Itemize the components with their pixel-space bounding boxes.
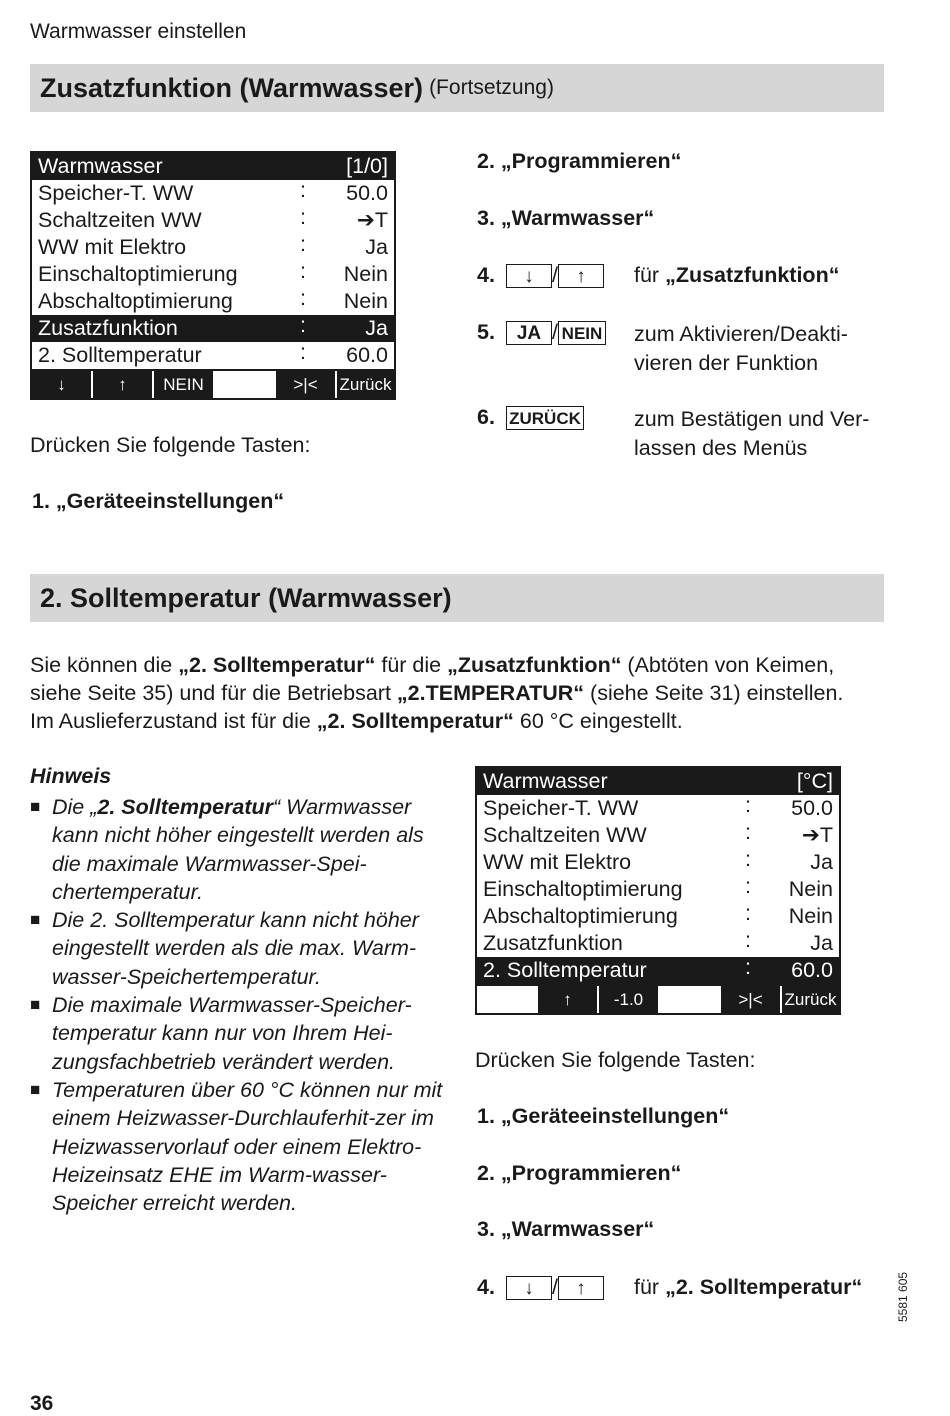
row-value: Nein [343,289,388,313]
step-4-keys [506,263,604,288]
row-value: Nein [343,262,388,286]
text: für die [375,653,448,677]
bullet-square-icon: ■ [30,1080,41,1099]
row-label: WW mit Elektro [483,850,632,874]
row-colon: : [300,286,306,310]
text-bold: „2.TEMPERATUR“ [396,681,585,705]
display-unit-indicator: [°C] [796,769,833,793]
arrow-up-key-icon: ↑ [558,264,604,288]
step-number: 2. [477,149,495,173]
softkey-up[interactable]: ↑ [93,371,154,398]
row-label: Abschaltoptimierung [38,289,233,313]
softkey-decrement[interactable]: -1.0 [599,986,660,1013]
display-row [32,288,394,315]
step-4-keys [506,1275,604,1300]
softkey-down[interactable]: ↓ [32,371,93,398]
text: Die „ [52,795,98,819]
row-value: 60.0 [791,958,833,982]
row-colon: : [300,232,306,256]
row-label: 2. Solltemperatur [483,958,647,982]
arrow-down-key-icon: ↓ [506,264,552,288]
key-separator: / [552,1275,558,1299]
softkey-empty [215,371,276,398]
display-page-indicator: [1/0] [346,154,388,178]
softkey-reset[interactable]: >|< [276,371,337,398]
instruction-intro: Drücken Sie folgende Tasten: [475,1048,756,1072]
step-6-keys [506,405,584,430]
step-number: 1. [32,489,50,513]
text: Im Auslieferzustand ist für die [30,709,317,733]
row-value: Ja [365,316,388,340]
row-colon: : [745,955,751,979]
display-row [477,849,839,876]
display-row [32,342,394,369]
bullet-square-icon: ■ [30,995,41,1014]
display-title-row [477,768,839,795]
step-number: 3. [477,206,495,230]
softkey-zurueck[interactable]: Zurück [782,986,839,1013]
display-row [477,930,839,957]
text: 60 °C eingestellt. [513,709,683,733]
step-text-line: vieren der Funktion [634,350,819,375]
note-bullet [30,793,450,906]
text: “ Warmwasser kann nicht höher eingestellt werden als die maximale Warmwasser-Spei-chertemperatur. [52,795,424,904]
display-row [32,261,394,288]
paragraph-line [30,651,900,679]
row-label: Zusatzfunktion [38,316,178,340]
row-colon: : [300,259,306,283]
step-1 [32,489,284,514]
running-header: Warmwasser einstellen [30,20,247,43]
row-value: Ja [365,235,388,259]
arrow-down-key-icon: ↓ [506,1276,552,1300]
row-value: 60.0 [346,343,388,367]
display-row [32,180,394,207]
row-label: Einschaltoptimierung [483,877,683,901]
row-value: Nein [788,877,833,901]
step-text-line: lassen des Menüs [634,435,808,460]
step-5-text [634,320,848,377]
softkey-empty [477,986,538,1013]
row-value: Ja [810,850,833,874]
ja-key: JA [506,321,552,345]
row-colon: : [745,847,751,871]
step-3 [477,206,654,231]
text-bold: „2. Solltemperatur“ [316,709,514,733]
step-text: für [634,263,666,287]
softkey-zurueck[interactable]: Zurück [337,371,394,398]
arrow-up-key-icon: ↑ [558,1276,604,1300]
row-value: Nein [788,904,833,928]
paragraph-line [30,707,900,735]
page-number: 36 [30,1392,54,1415]
note-bullet [30,991,450,1076]
row-colon: : [300,205,306,229]
row-label: Speicher-T. WW [38,181,194,205]
section-subtitle: (Fortsetzung) [429,76,554,99]
step-5-keys [506,320,606,345]
display-row [32,207,394,234]
note-bullet [30,1076,450,1217]
step-number: 6. [477,405,495,429]
softkey-bar [477,984,839,1013]
step-number: 5. [477,320,495,344]
step-5 [477,320,495,345]
step-4-text [634,1275,862,1300]
bullet-text [52,793,450,906]
row-colon: : [745,793,751,817]
text-bold: „2. Solltemperatur“ [178,653,376,677]
paragraph-line [30,679,900,707]
step-3 [477,1217,654,1242]
row-label: WW mit Elektro [38,235,187,259]
step-number: 1. [477,1104,495,1128]
display-row-selected [477,957,839,984]
step-1 [477,1104,729,1129]
step-text-bold: „2. Solltemperatur“ [665,1275,863,1299]
row-label: Abschaltoptimierung [483,904,678,928]
step-text-line: zum Bestätigen und Ver- [634,407,870,431]
softkey-empty [660,986,721,1013]
text: siehe Seite 35) und für die Betriebsart [30,681,397,705]
row-label: 2. Solltemperatur [38,343,202,367]
section-heading-solltemperatur [30,574,884,622]
bullet-text: Die 2. Solltemperatur kann nicht höher eingestellt werden als die max. Warm-wasser-Speichertemperatur. [52,908,419,989]
row-colon: : [745,901,751,925]
text-bold: „Zusatzfunktion“ [447,653,622,677]
document-code: 5581 605 [896,1271,910,1322]
display-row-selected [32,315,394,342]
display-row [477,903,839,930]
step-6 [477,405,495,430]
text: Sie können die [30,653,179,677]
row-value: ➔T [801,823,833,847]
step-4 [477,1275,495,1300]
row-colon: : [745,928,751,952]
row-colon: : [745,874,751,898]
step-2 [477,1161,681,1186]
step-label: „Programmieren“ [500,149,682,173]
key-separator: / [552,320,558,344]
key-separator: / [552,263,558,287]
step-number: 4. [477,263,495,287]
bullet-square-icon: ■ [30,797,41,816]
step-label: „Warmwasser“ [500,206,655,230]
row-label: Speicher-T. WW [483,796,639,820]
note-title: Hinweis [30,764,112,788]
section-title: Zusatzfunktion (Warmwasser) [40,72,424,103]
row-value: 50.0 [791,796,833,820]
step-label: „Programmieren“ [500,1161,682,1185]
display-row [32,234,394,261]
row-label: Zusatzfunktion [483,931,623,955]
step-text-line: zum Aktivieren/Deakti- [634,322,848,346]
row-label: Einschaltoptimierung [38,262,238,286]
note-bullet [30,906,450,991]
step-4-text [634,263,839,288]
display-title: Warmwasser [483,769,608,793]
step-number: 4. [477,1275,495,1299]
display-screen-1 [30,151,396,400]
text: (siehe Seite 31) einstellen. [584,681,844,705]
nein-key: NEIN [558,321,606,345]
step-number: 2. [477,1161,495,1185]
row-value: ➔T [356,208,388,232]
row-colon: : [300,178,306,202]
row-colon: : [300,340,306,364]
step-text: für [634,1275,666,1299]
step-2 [477,149,681,174]
step-label: „Geräteeinstellungen“ [500,1104,730,1128]
softkey-reset[interactable]: >|< [721,986,782,1013]
display-row [477,822,839,849]
display-title: Warmwasser [38,154,163,178]
bullet-text: Temperaturen über 60 °C können nur mit einem Heizwasser-Durchlauferhit-zer im Heizwasservorlauf oder einem Elektro-Heizeinsatz EHE im Warm-wasser-Speicher erreicht werden. [52,1078,443,1216]
instruction-intro: Drücken Sie folgende Tasten: [30,433,311,457]
row-value: Ja [810,931,833,955]
row-label: Schaltzeiten WW [483,823,647,847]
softkey-nein[interactable]: NEIN [154,371,215,398]
softkey-bar [32,369,394,398]
bullet-square-icon: ■ [30,910,41,929]
section-title: 2. Solltemperatur (Warmwasser) [40,582,452,613]
step-label: „Geräteeinstellungen“ [55,489,285,513]
softkey-up[interactable]: ↑ [538,986,599,1013]
step-4 [477,263,495,288]
zurueck-key: ZURÜCK [506,406,584,430]
display-title-row [32,153,394,180]
display-row [477,876,839,903]
row-value: 50.0 [346,181,388,205]
step-6-text [634,405,869,462]
display-row [477,795,839,822]
row-label: Schaltzeiten WW [38,208,202,232]
bullet-text: Die maximale Warmwasser-Speicher-temperatur kann nur von Ihrem Hei-zungsfachbetrieb verändert werden. [52,993,412,1074]
row-colon: : [745,820,751,844]
display-screen-2 [475,766,841,1015]
step-text-bold: „Zusatzfunktion“ [665,263,840,287]
step-label: „Warmwasser“ [500,1217,655,1241]
step-number: 3. [477,1217,495,1241]
text: (Abtöten von Keimen, [621,653,835,677]
row-colon: : [300,313,306,337]
body-paragraph [30,651,900,735]
text-bold: 2. Solltemperatur [97,795,274,819]
section-heading-zusatzfunktion [30,64,884,112]
